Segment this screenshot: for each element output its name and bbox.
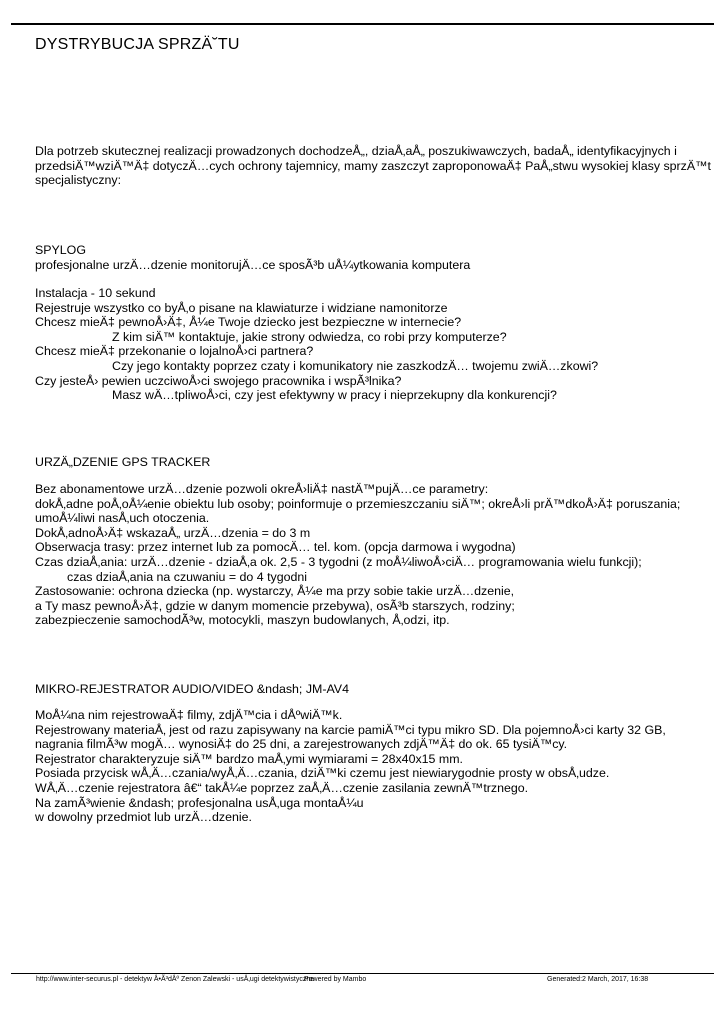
footer-generated-date: Generated:2 March, 2017, 16:38 (547, 976, 649, 983)
mikro-line: Posiada przycisk wÅ‚Ä…czania/wyÅ‚Ä…czania, dziÄ™ki czemu jest niewiarygodnie prosty w obsÅ‚udze. (35, 766, 610, 781)
spylog-line: Chcesz mieÄ‡ przekonanie o lojalnoÅ›ci partnera? (35, 344, 314, 359)
spylog-details (35, 286, 715, 403)
header-rule (11, 23, 714, 25)
gps-line: czas dziaÅ‚ania na czuwaniu = do 4 tygodni (67, 569, 308, 584)
spylog-line: Z kim siÄ™ kontaktuje, jakie strony odwiedza, co robi przy komputerze? (112, 329, 507, 344)
mikro-line: nagrania filmÃ³w mogÄ… wynosiÄ‡ do 25 dni, a zarejestrowanych zdjÄ™Ä‡ do ok. 65 tysiÄ™cy. (35, 737, 568, 752)
intro-line: specjalistyczny: (35, 173, 122, 188)
intro-paragraph (35, 144, 715, 188)
gps-details (35, 482, 715, 628)
spylog-line: Czy jego kontakty poprzez czaty i komunikatory nie zaszkodzÄ… twojemu zwiÄ…zkowi? (112, 358, 599, 373)
gps-line: a Ty masz pewnoÅ›Ä‡, gdzie w danym momencie przebywa), osÃ³b starszych, rodziny; (35, 598, 515, 613)
spylog-line: Rejestruje wszystko co byÅ‚o pisane na klawiaturze i widziane namonitorze (35, 300, 448, 315)
footer-url-text: http://www.inter-securus.pl - detektyw Å•Ã³dÅº Zenon Zalewski - usÅ‚ugi detektywistyczne (36, 976, 315, 983)
gps-heading: URZÄ„DZENIE GPS TRACKER (35, 455, 211, 469)
spylog-line: Instalacja - 10 sekund (35, 286, 156, 300)
mikro-heading: MIKRO-REJESTRATOR AUDIO/VIDEO &ndash; JM-AV4 (35, 682, 349, 696)
gps-line: Obserwacja trasy: przez internet lub za pomocÄ… tel. kom. (opcja darmowa i wygodna) (35, 540, 516, 555)
page-title: DYSTRYBUCJA SPRZÄ˘TU (35, 36, 240, 53)
mikro-section (35, 682, 715, 697)
footer-rule (11, 973, 714, 974)
mikro-line: Rejestrator charakteryzuje siÄ™ bardzo maÅ‚ymi wymiarami = 28x40x15 mm. (35, 751, 463, 766)
mikro-line: Na zamÃ³wienie &ndash; profesjonalna usÅ‚uga montaÅ¼u (35, 795, 364, 810)
gps-line: Czas dziaÅ‚ania: urzÄ…dzenie - dziaÅ‚a ok. 2,5 - 3 tygodni (z moÅ¼liwoÅ›ciÄ… programowania wielu funkcji); (35, 554, 642, 569)
spylog-section (35, 243, 715, 272)
spylog-line: Masz wÄ…tpliwoÅ›ci, czy jest efektywny w pracy i nieprzekupny dla konkurencji? (112, 388, 557, 403)
gps-section (35, 455, 715, 470)
gps-line: Zastosowanie: ochrona dziecka (np. wystarczy, Å¼e ma przy sobie takie urzÄ…dzenie, (35, 584, 515, 599)
mikro-line: Rejestrowany materiaÅ‚ jest od razu zapisywany na karcie pamiÄ™ci typu mikro SD. Dla pojemnoÅ›ci karty 32 GB, (35, 722, 666, 737)
spylog-line: Chcesz mieÄ‡ pewnoÅ›Ä‡, Å¼e Twoje dziecko jest bezpieczne w internecie? (35, 315, 462, 330)
gps-line: Bez abonamentowe urzÄ…dzenie pozwoli okreÅ›liÄ‡ nastÄ™pujÄ…ce parametry: (35, 482, 489, 496)
spylog-line: Czy jesteÅ› pewien uczciwoÅ›ci swojego pracownika i wspÃ³lnika? (35, 373, 402, 388)
intro-line: przedsiÄ™wziÄ™Ä‡ dotyczÄ…cych ochrony tajemnicy, mamy zaszczyt zaproponowaÄ‡ PaÅ„stwu wysokiej klasy sprzÄ™t (35, 158, 711, 173)
mikro-line: MoÅ¼na nim rejestrowaÄ‡ filmy, zdjÄ™cia i dÅºwiÄ™k. (35, 708, 343, 722)
spylog-heading: SPYLOG (35, 243, 86, 257)
mikro-details (35, 708, 715, 825)
mikro-line: w dowolny przedmiot lub urzÄ…dzenie. (35, 810, 252, 825)
gps-line: umoÅ¼liwi nasÅ‚uch otoczenia. (35, 511, 210, 526)
gps-line: DokÅ‚adnoÅ›Ä‡ wskazaÅ„ urzÄ…dzenia = do 3 m (35, 525, 311, 540)
intro-line: Dla potrzeb skutecznej realizacji prowadzonych dochodzeÅ„, dziaÅ‚aÅ„ poszukiwawczych, badaÅ„ identyfikacyjnych i (35, 144, 677, 158)
mikro-line: WÅ‚Ä…czenie rejestratora â€“ takÅ¼e poprzez zaÅ‚Ä…czenie zasilania zewnÄ™trznego. (35, 780, 529, 795)
footer-powered-by: Powered by Mambo (304, 976, 367, 983)
spylog-subtitle: profesjonalne urzÄ…dzenie monitorujÄ…ce sposÃ³b uÅ¼ytkowania komputera (35, 257, 471, 272)
gps-line: zabezpieczenie samochodÃ³w, motocykli, maszyn budowlanych, Å‚odzi, itp. (35, 613, 450, 628)
gps-line: dokÅ‚adne poÅ‚oÅ¼enie obiektu lub osoby; poinformuje o przemieszczaniu siÄ™; okreÅ›li prÄ™dkoÅ›Ä‡ poruszania; (35, 496, 681, 511)
